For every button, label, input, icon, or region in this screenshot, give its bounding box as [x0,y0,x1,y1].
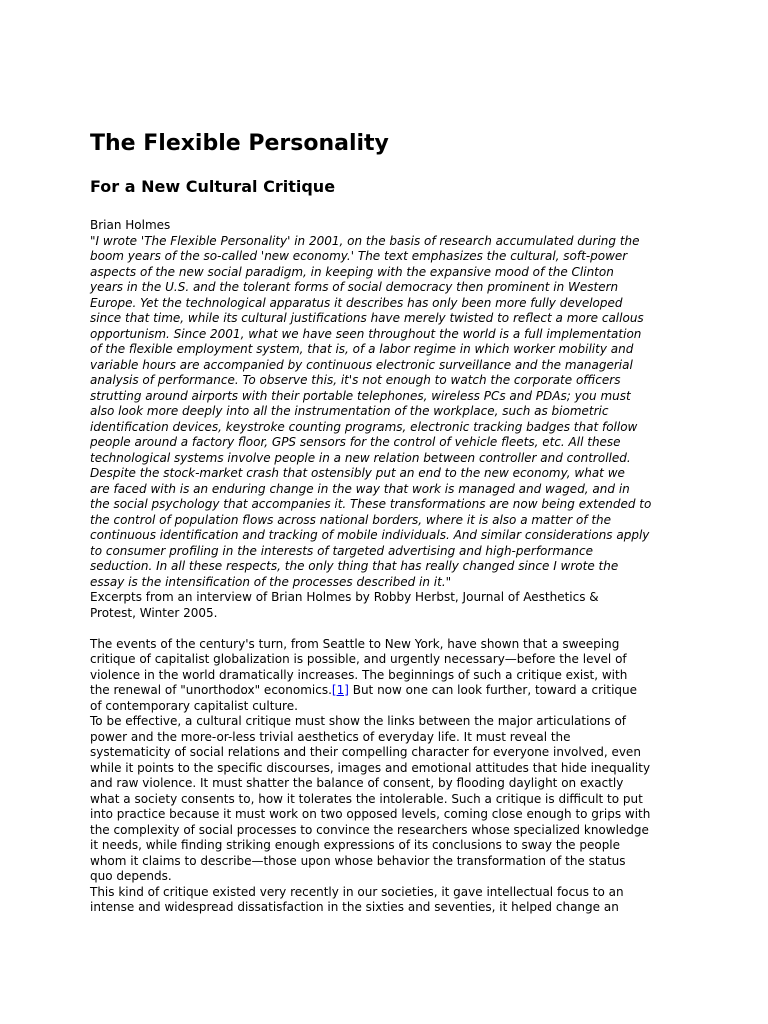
paragraph-line: To be effective, a cultural critique must show the links between the major articulations of [90,714,627,728]
author-name: Brian Holmes [90,218,171,232]
paragraph-3 [90,885,680,916]
excerpt-line: Protest, Winter 2005. [90,605,218,620]
quote-line: opportunism. Since 2001, what we have seen throughout the world is a full implementation [90,326,642,341]
interview-quote [90,234,680,591]
quote-line: seduction. In all these respects, the only thing that has really changed since I wrote the [90,559,619,573]
quote-line: to consumer profiling in the interests of targeted advertising and high-performance [90,543,593,558]
document-page [90,127,680,916]
quote-line: analysis of performance. To observe this, it's not enough to watch the corporate officers [90,373,621,387]
paragraph-line: and raw violence. It must shatter the balance of consent, by flooding daylight on exactly [90,776,624,790]
page-subtitle: For a New Cultural Critique [90,177,336,196]
quote-line: years in the U.S. and the tolerant forms of social democracy then prominent in Western [90,280,619,294]
paragraph-gap [90,621,680,637]
paragraph-line: systematicity of social relations and their compelling character for everyone involved, even [90,745,641,759]
paragraph-text: the renewal of "unorthodox" economics. [90,683,332,697]
paragraph-line: what a society consents to, how it tolerates the intolerable. Such a critique is difficult to put [90,791,643,806]
quote-line: variable hours are accompanied by continuous electronic surveillance and the managerial [90,357,633,372]
paragraph-line: it needs, while finding striking enough expressions of its conclusions to sway the people [90,838,621,852]
paragraph-2 [90,714,680,885]
quote-line: also look more deeply into all the instrumentation of the workplace, such as biometric [90,404,609,418]
paragraph-line: power and the more-or-less trivial aesthetics of everyday life. It must reveal the [90,729,571,744]
quote-line: the control of population flows across national borders, where it is also a matter of the [90,512,612,527]
paragraph-1 [90,637,680,715]
quote-line: since that time, while its cultural justifications have merely twisted to reflect a more callous [90,311,644,325]
paragraph-line: while it points to the specific discourses, images and emotional attitudes that hide inequality [90,760,651,775]
quote-line: Europe. Yet the technological apparatus it describes has only been more fully developed [90,295,623,310]
quote-line: aspects of the new social paradigm, in keeping with the expansive mood of the Clinton [90,264,614,279]
document-body [90,218,680,916]
quote-line: are faced with is an enduring change in the way that work is managed and waged, and in [90,481,630,496]
paragraph-line: The events of the century's turn, from Seattle to New York, have shown that a sweeping [90,636,620,651]
quote-line: identification devices, keystroke counting programs, electronic tracking badges that follow [90,419,638,434]
footnote-1-link[interactable]: [1] [331,683,349,697]
page-title: The Flexible Personality [90,131,389,156]
paragraph-line: of contemporary capitalist culture. [90,698,298,713]
quote-line: essay is the intensification of the processes described in it." [90,574,452,589]
quote-line: people around a factory floor, GPS sensors for the control of vehicle fleets, etc. All these [90,435,621,449]
paragraph-text: But now one can look further, toward a critique [348,683,638,697]
quote-line: boom years of the so-called 'new economy.' The text emphasizes the cultural, soft-power [90,249,628,263]
paragraph-line: the complexity of social processes to convince the researchers whose specialized knowledge [90,822,649,837]
paragraph-line: into practice because it must work on two opposed levels, coming close enough to grips with [90,807,651,821]
quote-line: "I wrote 'The Flexible Personality' in 2001, on the basis of research accumulated during the [90,233,640,248]
excerpt-line: Excerpts from an interview of Brian Holmes by Robby Herbst, Journal of Aesthetics & [90,590,599,604]
paragraph-line: This kind of critique existed very recently in our societies, it gave intellectual focus to an [90,884,624,899]
quote-line: continuous identification and tracking of mobile individuals. And similar considerations apply [90,528,650,542]
excerpt-credit [90,590,680,621]
paragraph-line: critique of capitalist globalization is possible, and urgently necessary—before the level of [90,652,627,666]
paragraph-line: intense and widespread dissatisfaction in the sixties and seventies, it helped change an [90,900,619,914]
quote-line: technological systems involve people in a new relation between controller and controlled. [90,450,631,465]
paragraph-line-with-footnote [90,683,680,699]
paragraph-line: violence in the world dramatically increases. The beginnings of such a critique exist, with [90,667,628,682]
quote-line: Despite the stock-market crash that ostensibly put an end to the new economy, what we [90,466,625,480]
quote-line: strutting around airports with their portable telephones, wireless PCs and PDAs; you must [90,388,631,403]
paragraph-line: whom it claims to describe—those upon whose behavior the transformation of the status [90,853,626,868]
paragraph-line: quo depends. [90,869,172,883]
quote-line: the social psychology that accompanies it. These transformations are now being extended to [90,497,652,511]
quote-line: of the flexible employment system, that is, of a labor regime in which worker mobility and [90,342,634,356]
